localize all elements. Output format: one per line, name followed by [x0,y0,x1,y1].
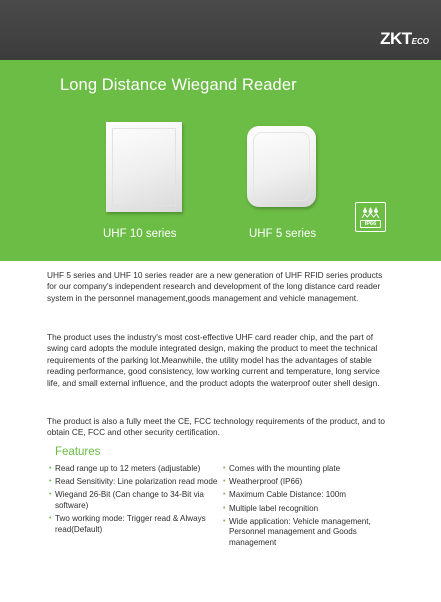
feature-item: • Comes with the mounting plate [223,464,383,475]
feature-item: • Weatherproof (IP66) [223,477,383,488]
ip66-label: IP66 [360,220,381,228]
features-heading: Features [55,446,101,458]
feature-item: • Maximum Cable Distance: 100m [223,490,383,501]
feature-item: • Multiple label recognition [223,504,383,515]
page-title: Long Distance Wiegand Reader [60,76,297,94]
uhf10-reader-image [106,122,182,212]
features-list-right [223,464,383,551]
ip66-badge [355,202,386,232]
uhf5-caption: UHF 5 series [249,228,317,240]
product-banner [0,60,441,261]
logo-sub-text: ECO [411,37,429,46]
uhf5-reader-image [247,126,316,207]
brand-logo [380,30,429,47]
feature-item: • Read range up to 12 meters (adjustable) [49,464,221,475]
technology-paragraph: The product uses the industry's most cost-effective UHF card reader chip, and the part of swing card adopts the module integrated design, making the product to meet the technical requirements of the parking lot.Meanwhile, the utility model has the advantages of stable reading performance, good consistency, low working current and temperature, long service life, and small external influence, and the product adopts the waterproof outer shell design. [47,332,380,388]
header-bar [0,0,441,60]
feature-item: • Wide application: Vehicle management, Personnel management and Goods management [223,517,383,549]
feature-item: • Two working mode: Trigger read & Always read(Default) [49,514,221,535]
water-drop-icon [361,206,380,220]
intro-paragraph: UHF 5 series and UHF 10 series reader are a new generation of UHF RFID series products for our company's independent research and development of the long distance card reader system in the personnel management,goods management and vehicle management. [47,270,383,303]
feature-item: • Read Sensitivity: Line polarization read mode [49,477,221,488]
features-list-left [49,464,221,538]
uhf10-caption: UHF 10 series [103,228,177,240]
logo-main-text: ZKT [380,29,412,48]
certification-paragraph: The product is also a fully meet the CE, FCC technology requirements of the product, and to obtain CE, FCC and other security certification. [47,416,386,438]
feature-item: • Wiegand 26-Bit (Can change to 34-Bit via software) [49,490,221,511]
